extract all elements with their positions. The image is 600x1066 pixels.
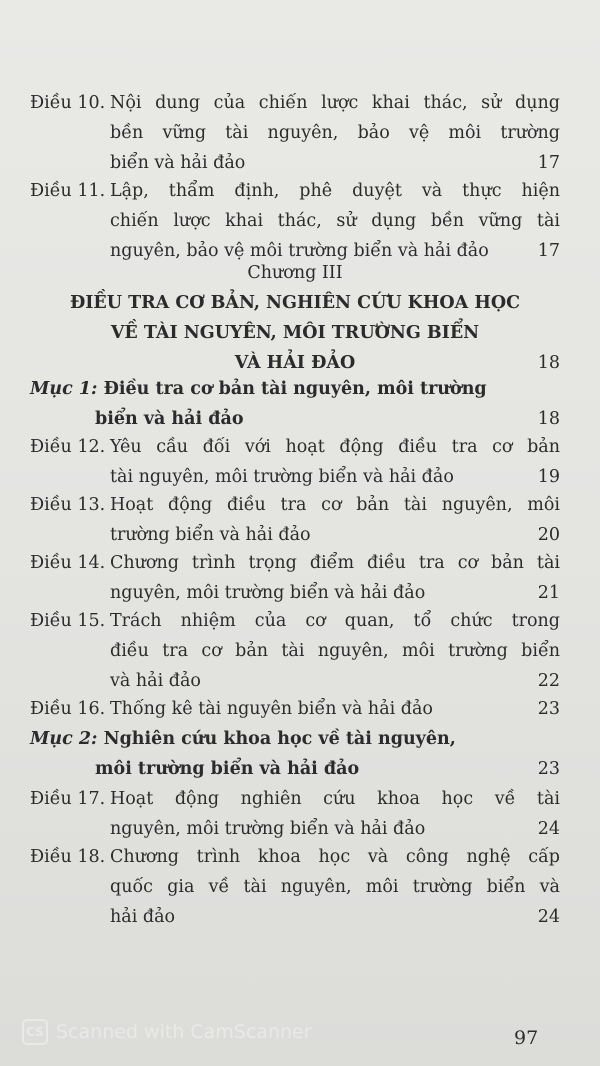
entry-title-line: Chương trình khoa học và công nghệ cấp bbox=[110, 847, 560, 867]
entry-number: Điều 14. bbox=[30, 553, 106, 573]
chapter-heading bbox=[30, 258, 560, 378]
chapter-title-line: ĐIỀU TRA CƠ BẢN, NGHIÊN CỨU KHOA HỌC bbox=[69, 293, 521, 313]
page-number: 97 bbox=[514, 1027, 539, 1049]
entry-page-number: 22 bbox=[537, 671, 560, 691]
section-label: Mục 2: bbox=[30, 729, 98, 749]
entry-title-line: tài nguyên, môi trường biển và hải đảo bbox=[110, 467, 454, 487]
toc-section-muc-1 bbox=[30, 374, 560, 434]
entry-number: Điều 17. bbox=[30, 789, 106, 809]
entry-title-line: và hải đảo bbox=[110, 671, 201, 691]
toc-entry-dieu-14 bbox=[30, 548, 560, 608]
entry-page-number: 19 bbox=[537, 467, 560, 487]
entry-number: Điều 10. bbox=[30, 93, 106, 113]
entry-number: Điều 11. bbox=[30, 181, 106, 201]
entry-title-line: bền vững tài nguyên, bảo vệ môi trường bbox=[110, 123, 560, 143]
watermark-text: Scanned with CamScanner bbox=[56, 1021, 312, 1043]
entry-title-line: hải đảo bbox=[110, 907, 176, 927]
entry-page-number: 24 bbox=[537, 819, 560, 839]
chapter-label: Chương III bbox=[247, 263, 343, 283]
entry-title-line: Thống kê tài nguyên biển và hải đảo bbox=[110, 699, 433, 719]
toc-entry-dieu-10 bbox=[30, 88, 560, 178]
section-title-line: biển và hải đảo bbox=[95, 409, 244, 429]
entry-page-number: 17 bbox=[537, 241, 560, 261]
chapter-title-line: VÀ HẢI ĐẢO bbox=[234, 353, 356, 373]
entry-title-line: Chương trình trọng điểm điều tra cơ bản tài bbox=[110, 553, 560, 573]
entry-number: Điều 12. bbox=[30, 437, 106, 457]
entry-title-line: Lập, thẩm định, phê duyệt và thực hiện bbox=[110, 181, 560, 201]
toc-section-muc-2 bbox=[30, 724, 560, 784]
camscanner-logo-icon: CS bbox=[22, 1019, 48, 1045]
entry-title-line: chiến lược khai thác, sử dụng bền vững tài bbox=[110, 211, 560, 231]
entry-title-line: quốc gia về tài nguyên, môi trường biển và bbox=[110, 877, 560, 897]
chapter-title-line: VỀ TÀI NGUYÊN, MÔI TRƯỜNG BIỂN bbox=[110, 323, 480, 343]
entry-page-number: 23 bbox=[537, 699, 560, 719]
section-page-number: 23 bbox=[537, 759, 560, 779]
entry-page-number: 24 bbox=[537, 907, 560, 927]
entry-title-line: nguyên, môi trường biển và hải đảo bbox=[110, 819, 426, 839]
entry-number: Điều 15. bbox=[30, 611, 106, 631]
section-label: Mục 1: bbox=[30, 379, 98, 399]
chapter-page-number: 18 bbox=[537, 353, 560, 373]
entry-title-line: biển và hải đảo bbox=[110, 153, 246, 173]
section-page-number: 18 bbox=[537, 409, 560, 429]
entry-title-line: trường biển và hải đảo bbox=[110, 525, 311, 545]
toc-entry-dieu-11 bbox=[30, 176, 560, 266]
section-title-line: môi trường biển và hải đảo bbox=[95, 759, 360, 779]
entry-page-number: 20 bbox=[537, 525, 560, 545]
entry-title-line: nguyên, môi trường biển và hải đảo bbox=[110, 583, 426, 603]
entry-title-line: nguyên, bảo vệ môi trường biển và hải đảo bbox=[110, 241, 489, 261]
toc-entry-dieu-13 bbox=[30, 490, 560, 550]
entry-title-line: Yêu cầu đối với hoạt động điều tra cơ bản bbox=[110, 437, 560, 457]
entry-title-line: Nội dung của chiến lược khai thác, sử dụng bbox=[110, 93, 560, 113]
entry-title-line: Hoạt động nghiên cứu khoa học về tài bbox=[110, 789, 560, 809]
entry-number: Điều 18. bbox=[30, 847, 106, 867]
entry-page-number: 21 bbox=[537, 583, 560, 603]
toc-entry-dieu-16 bbox=[30, 694, 560, 724]
entry-title-line: Trách nhiệm của cơ quan, tổ chức trong bbox=[110, 611, 560, 631]
section-title-line: Nghiên cứu khoa học về tài nguyên, bbox=[103, 729, 456, 749]
section-title-line: Điều tra cơ bản tài nguyên, môi trường bbox=[103, 379, 487, 399]
entry-title-line: Hoạt động điều tra cơ bản tài nguyên, môi bbox=[110, 495, 560, 515]
entry-title-line: điều tra cơ bản tài nguyên, môi trường biển bbox=[110, 641, 560, 661]
camscanner-watermark bbox=[22, 1018, 312, 1046]
entry-number: Điều 13. bbox=[30, 495, 106, 515]
toc-entry-dieu-18 bbox=[30, 842, 560, 932]
entry-page-number: 17 bbox=[537, 153, 560, 173]
toc-entry-dieu-12 bbox=[30, 432, 560, 492]
toc-entry-dieu-15 bbox=[30, 606, 560, 696]
toc-entry-dieu-17 bbox=[30, 784, 560, 844]
entry-number: Điều 16. bbox=[30, 699, 106, 719]
